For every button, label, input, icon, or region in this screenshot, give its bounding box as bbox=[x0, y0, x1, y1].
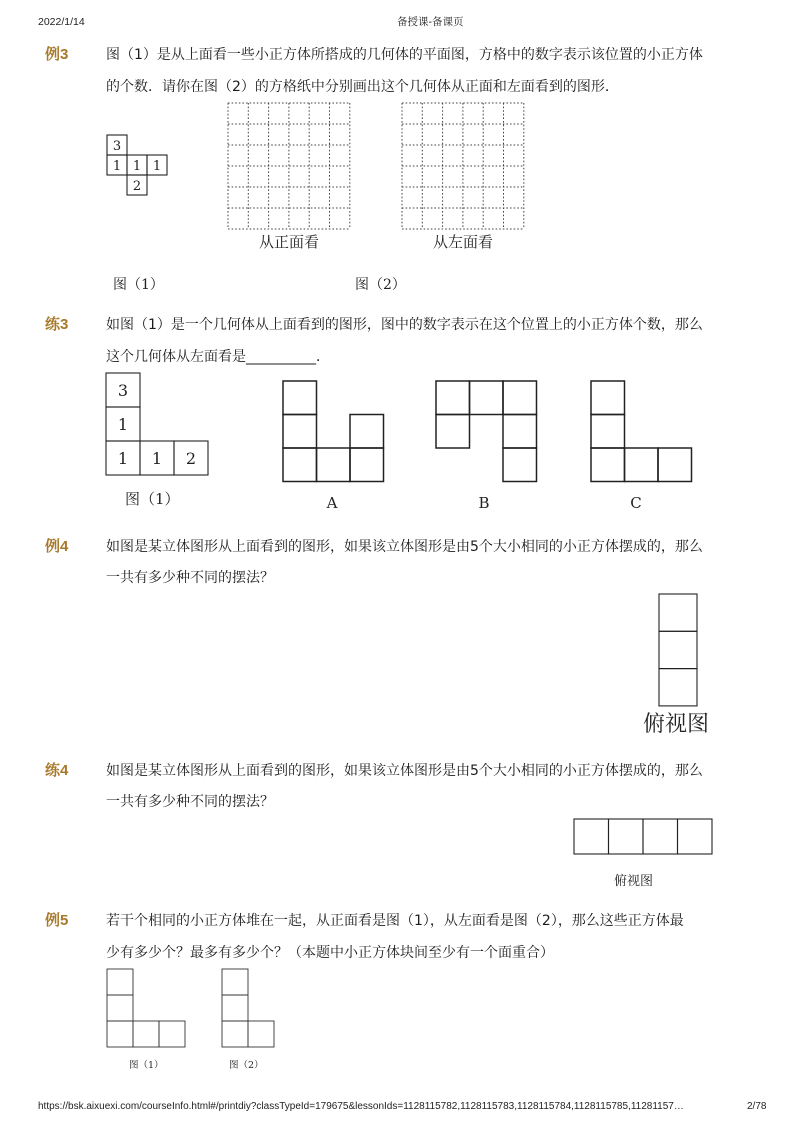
print-date: 2022/1/14 bbox=[38, 16, 85, 28]
grid-cell bbox=[591, 381, 625, 415]
dotted-grid-left bbox=[401, 102, 527, 232]
problem-text-line: 如图是某立体图形从上面看到的图形，如果该立体图形是由5个大小相同的小正方体摆成的，那么 bbox=[106, 539, 703, 555]
grid-cell bbox=[283, 448, 317, 482]
left-view-caption: 从左面看 bbox=[432, 233, 493, 251]
grid-cell bbox=[133, 1021, 159, 1047]
cell-number: 3 bbox=[112, 139, 122, 154]
cell-number: 1 bbox=[152, 159, 162, 174]
figure-caption: 图（1） bbox=[113, 277, 164, 293]
grid-cell bbox=[503, 381, 537, 415]
cell-number: 2 bbox=[132, 179, 142, 194]
grid-cell bbox=[222, 995, 248, 1021]
cell-number: 1 bbox=[112, 159, 122, 174]
cell-number: 3 bbox=[117, 381, 129, 400]
grid-cell bbox=[503, 448, 537, 482]
grid-cell bbox=[436, 381, 470, 415]
problem-text-line: 图（1）是从上面看一些小正方体所搭成的几何体的平面图，方格中的数字表示该位置的小正方体 bbox=[106, 47, 703, 63]
top-view-column bbox=[658, 593, 699, 709]
option-label-c: C bbox=[630, 494, 642, 512]
grid-cell bbox=[643, 819, 678, 854]
grid-cell bbox=[574, 819, 609, 854]
figure-caption: 图（2） bbox=[355, 277, 406, 293]
problem-text-line: 如图（1）是一个几何体从上面看到的图形，图中的数字表示在这个位置上的小正方体个数，那么 bbox=[106, 317, 703, 333]
grid-cell bbox=[350, 415, 384, 449]
print-url: https://bsk.aixuexi.com/courseInfo.html#/printdiy?classTypeId=179675&lessonIds=1128115782,1128115783,1128115784,1128115785,11281157… bbox=[38, 1101, 684, 1112]
cell-number: 2 bbox=[185, 449, 197, 468]
cell-number: 1 bbox=[151, 449, 163, 468]
problem-label-pr3: 练3 bbox=[45, 316, 69, 333]
top-view-number-grid bbox=[106, 134, 170, 198]
top-view-number-grid bbox=[105, 372, 211, 478]
grid-cell bbox=[107, 1021, 133, 1047]
grid-cell bbox=[659, 669, 697, 706]
problem-label-ex4: 例4 bbox=[45, 538, 69, 555]
grid-cell bbox=[248, 1021, 274, 1047]
cell-number: 1 bbox=[117, 449, 129, 468]
figure-caption: 图（2） bbox=[229, 1060, 264, 1071]
grid-cell bbox=[470, 381, 504, 415]
problem-text-line: 如图是某立体图形从上面看到的图形，如果该立体图形是由5个大小相同的小正方体摆成的，那么 bbox=[106, 763, 703, 779]
problem-text-line: 一共有多少种不同的摆法？ bbox=[106, 570, 274, 586]
problem-text-line: 一共有多少种不同的摆法？ bbox=[106, 794, 274, 810]
option-label-a: A bbox=[326, 494, 338, 512]
grid-cell bbox=[678, 819, 713, 854]
top-view-caption: 俯视图 bbox=[643, 712, 710, 737]
top-view-caption: 俯视图 bbox=[614, 874, 654, 889]
grid-cell bbox=[283, 415, 317, 449]
grid-cell bbox=[609, 819, 644, 854]
problem-text-line: 少有多少个？最多有多少个？（本题中小正方体块间至少有一个面重合） bbox=[106, 945, 554, 961]
grid-cell bbox=[159, 1021, 185, 1047]
grid-cell bbox=[107, 995, 133, 1021]
left-view-figure bbox=[221, 968, 277, 1050]
print-title: 备授课-备课页 bbox=[397, 16, 464, 28]
top-view-row bbox=[573, 818, 715, 856]
problem-label-pr4: 练4 bbox=[45, 762, 69, 779]
grid-cell bbox=[659, 594, 697, 631]
grid-cell bbox=[436, 415, 470, 449]
cell-number: 1 bbox=[117, 415, 129, 434]
option-b-figure bbox=[435, 380, 539, 484]
grid-cell bbox=[625, 448, 659, 482]
grid-cell bbox=[222, 1021, 248, 1047]
grid-cell bbox=[107, 969, 133, 995]
option-c-figure bbox=[590, 380, 694, 484]
problem-text-line: 若干个相同的小正方体堆在一起，从正面看是图（1），从左面看是图（2），那么这些正方体最 bbox=[106, 913, 684, 929]
problem-text-line: 这个几何体从左面看是__________． bbox=[106, 349, 330, 365]
grid-cell bbox=[283, 381, 317, 415]
figure-caption: 图（1） bbox=[129, 1060, 164, 1071]
figure-caption: 图（1） bbox=[125, 490, 180, 508]
option-label-b: B bbox=[478, 494, 490, 512]
front-view-figure bbox=[106, 968, 188, 1050]
dotted-grid-front bbox=[227, 102, 353, 232]
grid-cell bbox=[658, 448, 692, 482]
grid-cell bbox=[350, 448, 384, 482]
grid-cell bbox=[222, 969, 248, 995]
problem-label-ex5: 例5 bbox=[45, 912, 69, 929]
cell-number: 1 bbox=[132, 159, 142, 174]
grid-cell bbox=[503, 415, 537, 449]
page-number: 2/78 bbox=[747, 1101, 767, 1112]
grid-cell bbox=[317, 448, 351, 482]
problem-text-line: 的个数．请你在图（2）的方格纸中分别画出这个几何体从正面和左面看到的图形． bbox=[106, 79, 619, 95]
grid-cell bbox=[591, 415, 625, 449]
problem-label-ex3: 例3 bbox=[45, 46, 69, 63]
grid-cell bbox=[591, 448, 625, 482]
front-view-caption: 从正面看 bbox=[258, 233, 319, 251]
option-a-figure bbox=[282, 380, 386, 484]
grid-cell bbox=[659, 631, 697, 668]
